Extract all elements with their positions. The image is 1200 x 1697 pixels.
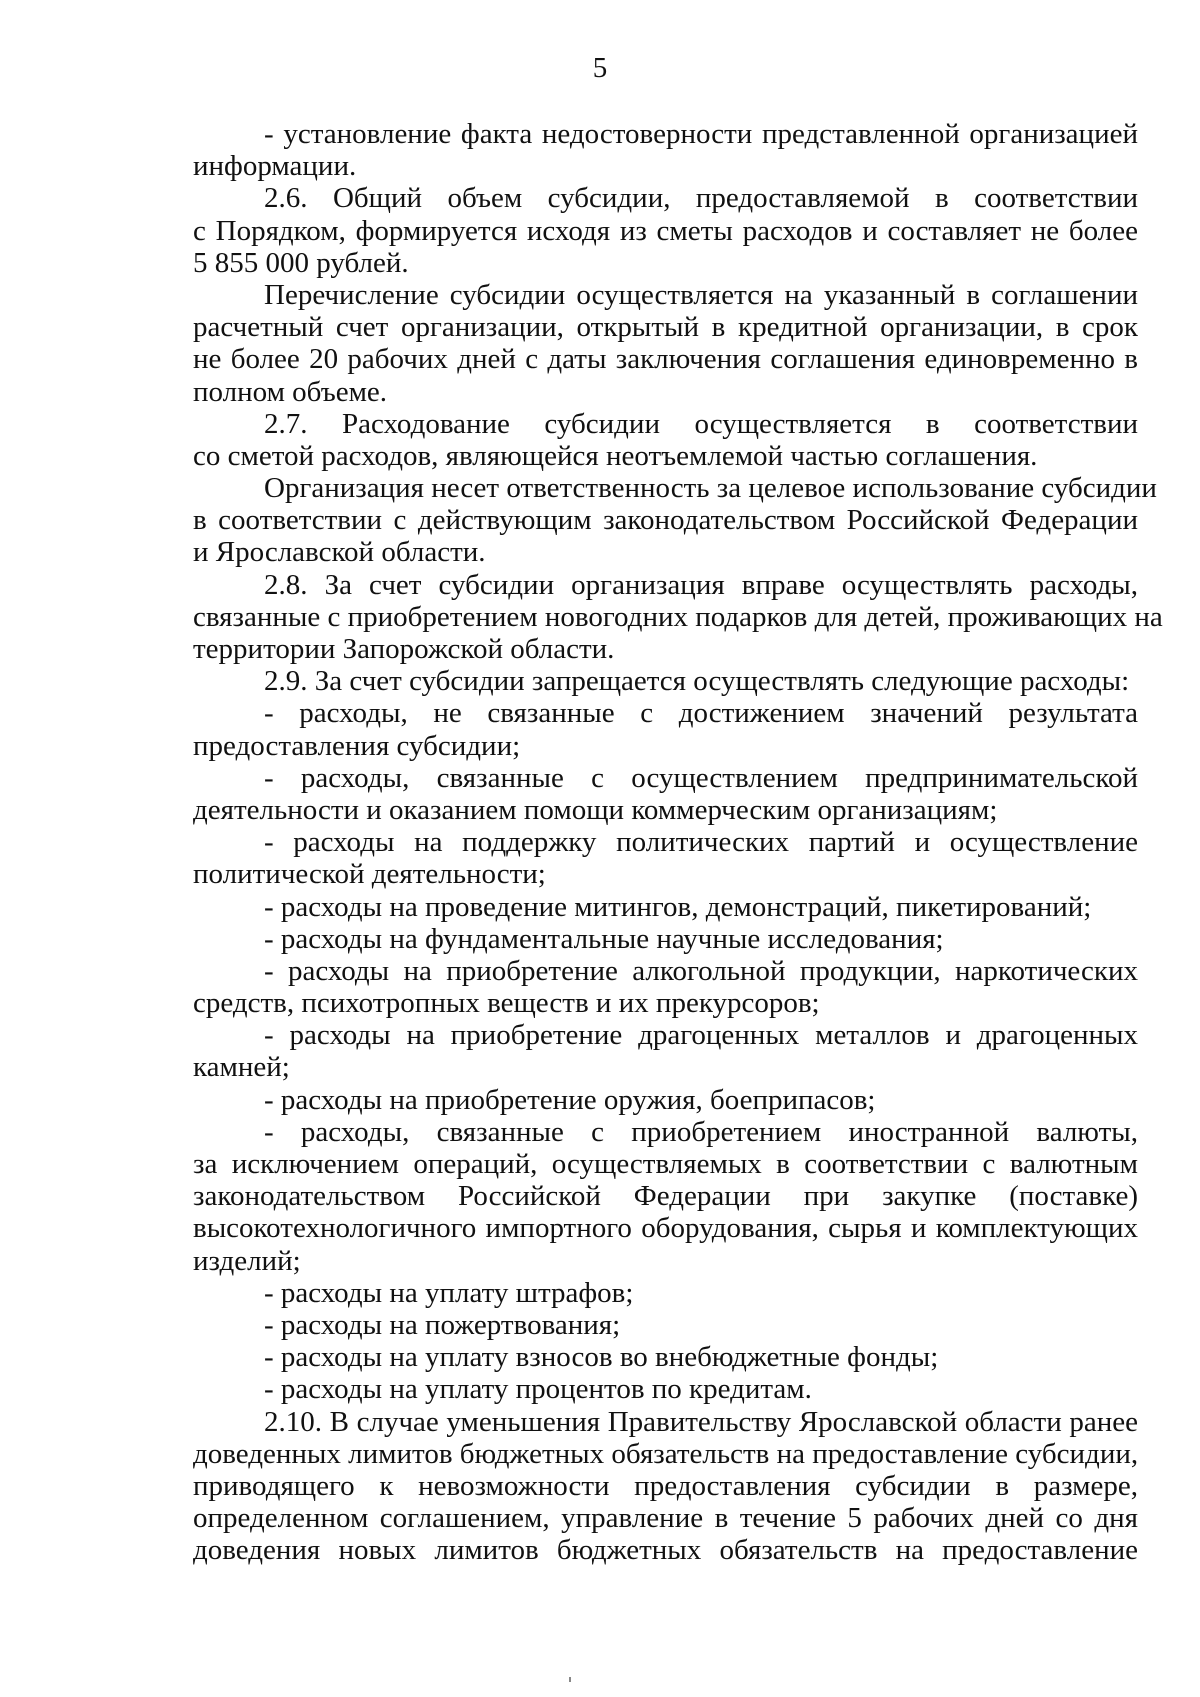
document-text bbox=[193, 118, 1163, 1567]
text-line: за исключением операций, осуществляемых в соответствии с валютным bbox=[193, 1148, 1138, 1180]
text-line: связанные с приобретением новогодних подарков для детей, проживающих на bbox=[193, 600, 1163, 633]
text-line: Перечисление субсидии осуществляется на указанный в соглашении bbox=[264, 278, 1138, 311]
text-line: - расходы на фундаментальные научные исследования; bbox=[264, 922, 944, 955]
text-line: расчетный счет организации, открытый в кредитной организации, в срок bbox=[193, 311, 1138, 344]
text-line: полном объеме. bbox=[193, 375, 388, 408]
text-line: законодательством Российской Федерации при закупке (поставке) bbox=[193, 1180, 1138, 1213]
text-line: высокотехнологичного импортного оборудования, сырья и комплектующих bbox=[193, 1212, 1138, 1245]
text-line: - расходы на уплату взносов во внебюджетные фонды; bbox=[264, 1341, 939, 1374]
text-line: определенном соглашением, управление в течение 5 рабочих дней со дня bbox=[193, 1502, 1138, 1535]
text-line: с Порядком, формируется исходя из сметы расходов и составляет не более bbox=[193, 214, 1138, 247]
text-line: деятельности и оказанием помощи коммерческим организациям; bbox=[193, 793, 998, 826]
text-line: - расходы на приобретение драгоценных металлов и драгоценных bbox=[264, 1019, 1138, 1052]
page-number: 5 bbox=[592, 52, 608, 84]
text-line: - расходы на пожертвования; bbox=[264, 1308, 621, 1341]
text-line: в соответствии с действующим законодательством Российской Федерации bbox=[193, 504, 1138, 537]
text-line: 2.6. Общий объем субсидии, предоставляемой в соответствии bbox=[264, 182, 1138, 215]
text-line: 5 855 000 рублей. bbox=[193, 246, 409, 279]
text-line: - расходы, не связанные с достижением значений результата bbox=[264, 697, 1138, 730]
scan-speck bbox=[569, 1677, 571, 1682]
text-line: 2.10. В случае уменьшения Правительству Ярославской области ранее bbox=[264, 1405, 1138, 1438]
text-line: 2.9. За счет субсидии запрещается осуществлять следующие расходы: bbox=[264, 665, 1130, 698]
text-line: информации. bbox=[193, 150, 357, 183]
text-line: - расходы на уплату процентов по кредитам. bbox=[264, 1373, 812, 1406]
text-line: политической деятельности; bbox=[193, 858, 546, 891]
text-line: 2.7. Расходование субсидии осуществляется в соответствии bbox=[264, 407, 1138, 440]
text-line: Организация несет ответственность за целевое использование субсидии bbox=[264, 472, 1157, 505]
text-line: - расходы на приобретение алкогольной продукции, наркотических bbox=[264, 954, 1138, 987]
text-line: - расходы на поддержку политических партий и осуществление bbox=[264, 826, 1138, 859]
text-line: предоставления субсидии; bbox=[193, 729, 521, 762]
text-line: доведения новых лимитов бюджетных обязательств на предоставление bbox=[193, 1534, 1138, 1567]
text-line: изделий; bbox=[193, 1244, 301, 1277]
text-line: камней; bbox=[193, 1051, 290, 1084]
text-line: - расходы на проведение митингов, демонстраций, пикетирований; bbox=[264, 890, 1092, 923]
text-line: приводящего к невозможности предоставления субсидии в размере, bbox=[193, 1469, 1138, 1502]
text-line: не более 20 рабочих дней с даты заключения соглашения единовременно в bbox=[193, 343, 1138, 376]
text-line: территории Запорожской области. bbox=[193, 633, 615, 665]
text-line: - расходы на приобретение оружия, боеприпасов; bbox=[264, 1083, 876, 1116]
text-line: - расходы, связанные с приобретением иностранной валюты, bbox=[264, 1115, 1138, 1148]
text-line: - расходы на уплату штрафов; bbox=[264, 1276, 634, 1309]
text-line: и Ярославской области. bbox=[193, 536, 486, 569]
text-line: - установление факта недостоверности представленной организацией bbox=[264, 118, 1138, 150]
text-line: 2.8. За счет субсидии организация вправе осуществлять расходы, bbox=[264, 568, 1138, 601]
text-line: средств, психотропных веществ и их прекурсоров; bbox=[193, 987, 820, 1020]
text-line: доведенных лимитов бюджетных обязательств на предоставление субсидии, bbox=[193, 1437, 1139, 1470]
text-line: со сметой расходов, являющейся неотъемлемой частью соглашения. bbox=[193, 439, 1038, 472]
text-line: - расходы, связанные с осуществлением предпринимательской bbox=[264, 761, 1138, 794]
